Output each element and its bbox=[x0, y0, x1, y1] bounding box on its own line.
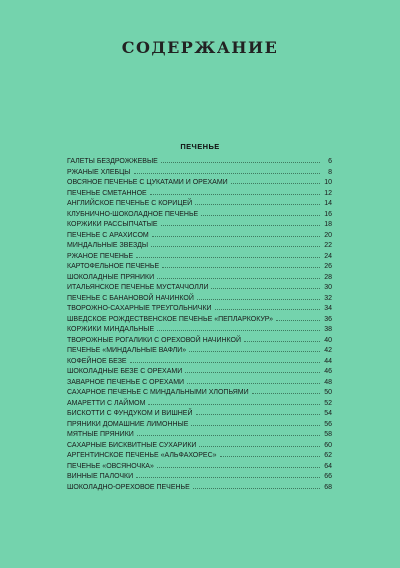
toc-entry-page-number: 30 bbox=[324, 284, 332, 291]
toc-entry-page-number: 12 bbox=[324, 189, 332, 197]
toc-entry-page-number: 64 bbox=[324, 462, 332, 470]
toc-entry[interactable] bbox=[67, 336, 332, 347]
dot-leader bbox=[276, 320, 320, 321]
toc-entry-page-number: 52 bbox=[324, 399, 332, 407]
dot-leader bbox=[151, 246, 320, 247]
toc-entry[interactable] bbox=[67, 346, 332, 357]
toc-entry-page-number: 10 bbox=[324, 179, 332, 186]
toc-entry-page-number: 38 bbox=[324, 326, 332, 333]
toc-entry-page-number: 54 bbox=[324, 410, 332, 417]
dot-leader bbox=[161, 225, 320, 226]
toc-entry[interactable] bbox=[67, 199, 332, 210]
toc-entry-title: САХАРНЫЕ БИСКВИТНЫЕ СУХАРИКИ bbox=[67, 441, 197, 449]
toc-entry[interactable] bbox=[67, 294, 332, 305]
toc-entry-page-number: 68 bbox=[324, 483, 332, 491]
toc-entry-title: БИСКОТТИ С ФУНДУКОМ И ВИШНЕЙ bbox=[67, 410, 193, 417]
dot-leader bbox=[220, 456, 320, 457]
toc-entry-title: ПРЯНИКИ ДОМАШНИЕ ЛИМОННЫЕ bbox=[67, 420, 189, 428]
dot-leader bbox=[185, 372, 320, 373]
toc-entry[interactable] bbox=[67, 462, 332, 473]
toc-entry-page-number: 60 bbox=[324, 441, 332, 449]
toc-entry-title: РЖАНОЕ ПЕЧЕНЬЕ bbox=[67, 252, 134, 260]
toc-entry-title: ПЕЧЕНЬЕ С БАНАНОВОЙ НАЧИНКОЙ bbox=[67, 294, 194, 302]
toc-entry-title: КОФЕЙНОЕ БЕЗЕ bbox=[67, 357, 127, 365]
toc-entry-title: ПЕЧЕНЬЕ СМЕТАННОЕ bbox=[67, 189, 147, 197]
dot-leader bbox=[148, 404, 320, 405]
toc-entry-title: ШОКОЛАДНО-ОРЕХОВОЕ ПЕЧЕНЬЕ bbox=[67, 483, 190, 491]
toc-entry-page-number: 62 bbox=[324, 452, 332, 459]
dot-leader bbox=[195, 204, 320, 205]
toc-entry-page-number: 36 bbox=[324, 315, 332, 323]
dot-leader bbox=[244, 341, 320, 342]
dot-leader bbox=[152, 236, 320, 237]
dot-leader bbox=[201, 215, 320, 216]
toc-entry-page-number: 18 bbox=[324, 221, 332, 228]
toc-entry[interactable] bbox=[67, 262, 332, 273]
toc-entry-title: ПЕЧЕНЬЕ С АРАХИСОМ bbox=[67, 231, 149, 239]
toc-entry-page-number: 40 bbox=[324, 336, 332, 344]
toc-entry-page-number: 20 bbox=[324, 231, 332, 239]
toc-entry-page-number: 34 bbox=[324, 305, 332, 312]
toc-entry[interactable] bbox=[67, 273, 332, 284]
toc-entry-page-number: 56 bbox=[324, 420, 332, 428]
dot-leader bbox=[189, 351, 320, 352]
dot-leader bbox=[211, 288, 320, 289]
dot-leader bbox=[137, 435, 320, 436]
toc-entry-page-number: 42 bbox=[324, 347, 332, 354]
dot-leader bbox=[161, 162, 320, 163]
toc-entry[interactable] bbox=[67, 241, 332, 252]
toc-entry-title: ИТАЛЬЯНСКОЕ ПЕЧЕНЬЕ МУСТАЧЧОЛЛИ bbox=[67, 284, 209, 291]
toc-entry[interactable] bbox=[67, 367, 332, 378]
toc-entry-title: ШОКОЛАДНЫЕ ПРЯНИКИ bbox=[67, 273, 155, 281]
toc-entry-title: ТВОРОЖНО-САХАРНЫЕ ТРЕУГОЛЬНИЧКИ bbox=[67, 305, 212, 312]
dot-leader bbox=[157, 278, 320, 279]
toc-entry-title: МЯТНЫЕ ПРЯНИКИ bbox=[67, 431, 134, 438]
toc-entry-title: ОВСЯНОЕ ПЕЧЕНЬЕ С ЦУКАТАМИ И ОРЕХАМИ bbox=[67, 179, 228, 186]
toc-entry-page-number: 66 bbox=[324, 473, 332, 480]
toc-entry-title: ПЕЧЕНЬЕ «МИНДАЛЬНЫЕ ВАФЛИ» bbox=[67, 347, 187, 354]
toc-entry[interactable] bbox=[67, 220, 332, 231]
toc-entry[interactable] bbox=[67, 315, 332, 326]
toc-entry-page-number: 28 bbox=[324, 273, 332, 281]
toc-entry-page-number: 14 bbox=[324, 200, 332, 207]
toc-entry-page-number: 44 bbox=[324, 357, 332, 365]
toc-entry[interactable] bbox=[67, 430, 332, 441]
toc-entry-page-number: 58 bbox=[324, 431, 332, 438]
dot-leader bbox=[215, 309, 320, 310]
toc-entry[interactable] bbox=[67, 189, 332, 200]
dot-leader bbox=[157, 467, 320, 468]
toc-entry[interactable] bbox=[67, 325, 332, 336]
toc-entry[interactable] bbox=[67, 483, 332, 494]
toc-entry-title: АМАРЕТТИ С ЛАЙМОМ bbox=[67, 399, 146, 407]
toc-entry[interactable] bbox=[67, 399, 332, 410]
toc-entry-title: ШОКОЛАДНЫЕ БЕЗЕ С ОРЕХАМИ bbox=[67, 368, 183, 375]
dot-leader bbox=[162, 267, 320, 268]
toc-entry[interactable] bbox=[67, 231, 332, 242]
toc-entry-title: РЖАНЫЕ ХЛЕБЦЫ bbox=[67, 168, 131, 176]
dot-leader bbox=[136, 257, 320, 258]
toc-entry[interactable] bbox=[67, 378, 332, 389]
dot-leader bbox=[157, 330, 320, 331]
toc-entry[interactable] bbox=[67, 157, 332, 168]
dot-leader bbox=[136, 477, 320, 478]
toc-entry-page-number: 48 bbox=[324, 378, 332, 386]
toc-entry-title: ЗАВАРНОЕ ПЕЧЕНЬЕ С ОРЕХАМИ bbox=[67, 378, 185, 386]
toc-entry[interactable] bbox=[67, 283, 332, 294]
toc-entry[interactable] bbox=[67, 252, 332, 263]
toc-entry[interactable] bbox=[67, 357, 332, 368]
toc-entry-title: КЛУБНИЧНО-ШОКОЛАДНОЕ ПЕЧЕНЬЕ bbox=[67, 210, 199, 218]
toc-entry-title: АНГЛИЙСКОЕ ПЕЧЕНЬЕ С КОРИЦЕЙ bbox=[67, 200, 193, 207]
dot-leader bbox=[187, 383, 320, 384]
section-heading: ПЕЧЕНЬЕ bbox=[180, 142, 220, 151]
toc-entry[interactable] bbox=[67, 441, 332, 452]
toc-entry-title: ТВОРОЖНЫЕ РОГАЛИКИ С ОРЕХОВОЙ НАЧИНКОЙ bbox=[67, 336, 242, 344]
toc-entry-title: ШВЕДСКОЕ РОЖДЕСТВЕНСКОЕ ПЕЧЕНЬЕ «ПЕПЛАРКОКУР» bbox=[67, 315, 273, 323]
toc-entry[interactable] bbox=[67, 304, 332, 315]
toc-entry-page-number: 22 bbox=[324, 242, 332, 249]
dot-leader bbox=[191, 425, 320, 426]
toc-entry-page-number: 6 bbox=[328, 158, 332, 165]
toc-entry[interactable] bbox=[67, 168, 332, 179]
page-title: СОДЕРЖАНИЕ bbox=[121, 38, 279, 57]
toc-entry-page-number: 8 bbox=[328, 168, 332, 176]
dot-leader bbox=[150, 194, 320, 195]
dot-leader bbox=[196, 414, 321, 415]
toc-entry[interactable] bbox=[67, 420, 332, 431]
toc-entry-page-number: 50 bbox=[324, 389, 332, 396]
toc-entry-title: КОРЖИКИ МИНДАЛЬНЫЕ bbox=[67, 326, 155, 333]
dot-leader bbox=[231, 183, 320, 184]
dot-leader bbox=[199, 446, 320, 447]
toc-entry[interactable] bbox=[67, 451, 332, 462]
toc-entry-title: САХАРНОЕ ПЕЧЕНЬЕ С МИНДАЛЬНЫМИ ХЛОПЬЯМИ bbox=[67, 389, 249, 396]
toc-entry-title: ВИННЫЕ ПАЛОЧКИ bbox=[67, 473, 134, 480]
toc-entry[interactable] bbox=[67, 388, 332, 399]
toc-entry-title: ГАЛЕТЫ БЕЗДРОЖЖЕВЫЕ bbox=[67, 158, 158, 165]
toc-entry-page-number: 46 bbox=[324, 368, 332, 375]
toc-entry-page-number: 26 bbox=[324, 263, 332, 270]
toc-entry-page-number: 24 bbox=[324, 252, 332, 260]
dot-leader bbox=[197, 299, 320, 300]
dot-leader bbox=[193, 488, 320, 489]
toc-entry-title: АРГЕНТИНСКОЕ ПЕЧЕНЬЕ «АЛЬФАХОРЕС» bbox=[67, 452, 217, 459]
toc-entry[interactable] bbox=[67, 178, 332, 189]
toc-entry-page-number: 32 bbox=[324, 294, 332, 302]
toc-entry-title: МИНДАЛЬНЫЕ ЗВЕЗДЫ bbox=[67, 242, 149, 249]
toc-entry-title: КАРТОФЕЛЬНОЕ ПЕЧЕНЬЕ bbox=[67, 263, 160, 270]
toc-entry-title: ПЕЧЕНЬЕ «ОВСЯНОЧКА» bbox=[67, 462, 154, 470]
dot-leader bbox=[134, 173, 321, 174]
toc-entry-page-number: 16 bbox=[324, 210, 332, 218]
toc-entry[interactable] bbox=[67, 210, 332, 221]
toc-entry[interactable] bbox=[67, 472, 332, 483]
toc-entry[interactable] bbox=[67, 409, 332, 420]
dot-leader bbox=[130, 362, 320, 363]
table-of-contents bbox=[67, 157, 332, 493]
toc-entry-title: КОРЖИКИ РАССЫПЧАТЫЕ bbox=[67, 221, 158, 228]
dot-leader bbox=[252, 393, 320, 394]
